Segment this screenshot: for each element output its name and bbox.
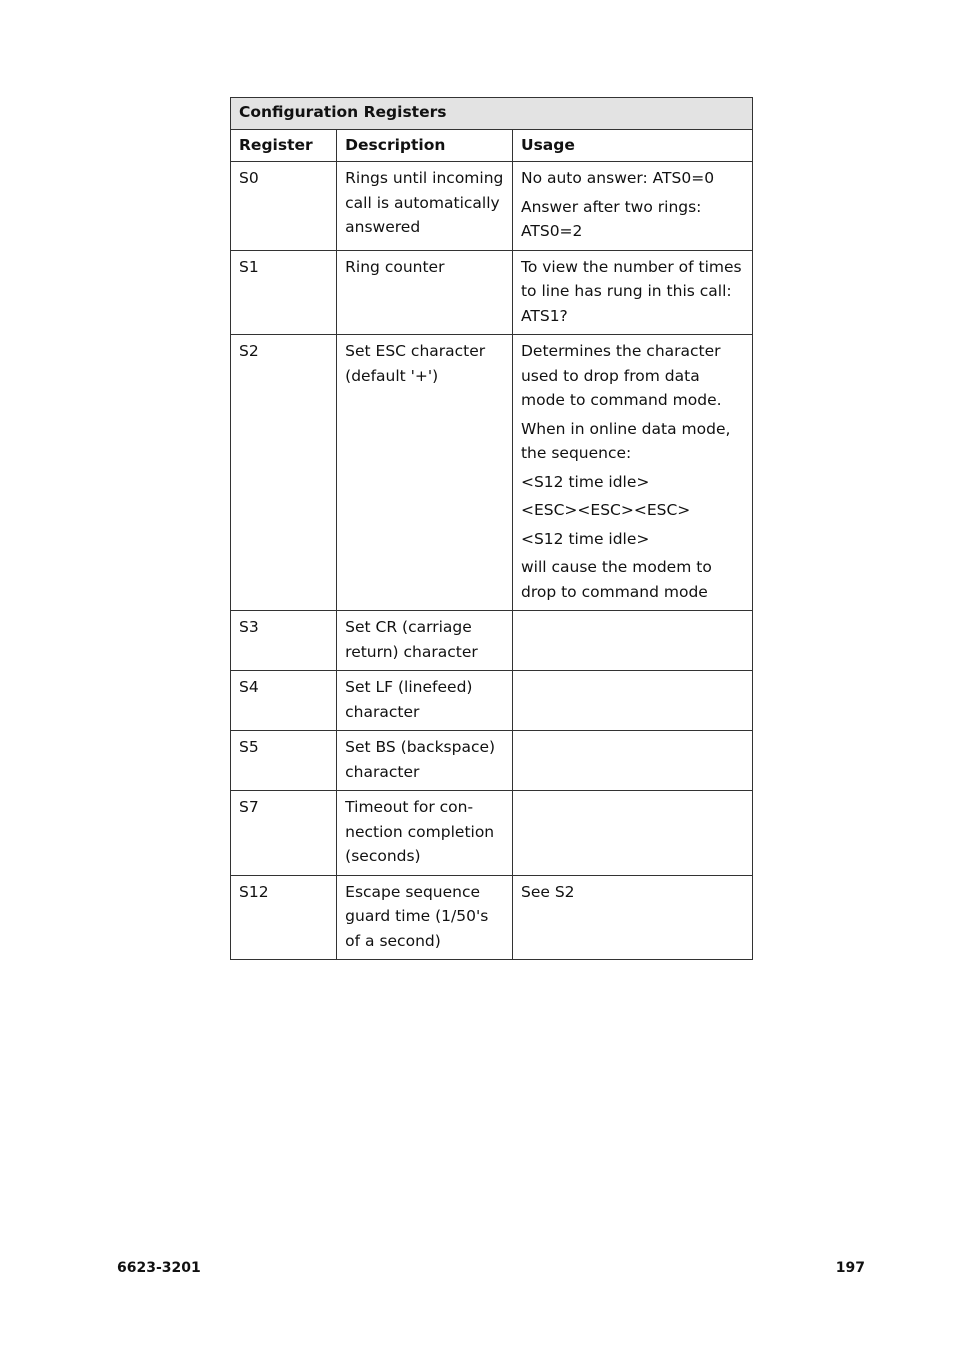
usage-cell — [512, 611, 752, 671]
usage-cell — [512, 250, 752, 335]
usage-line: <S12 time idle> — [520, 472, 650, 491]
usage-cell — [512, 791, 752, 876]
description-cell: Set LF (linefeed) character — [337, 671, 513, 731]
description-cell: Set CR (carriage return) character — [337, 611, 513, 671]
usage-line: Answer after two rings: ATS0=2 — [520, 197, 702, 240]
table-row — [231, 731, 753, 791]
table-row — [231, 671, 753, 731]
usage-line: Determines the character used to drop from data mode to command mode. — [520, 342, 722, 409]
register-cell: S1 — [231, 250, 337, 335]
table-row — [231, 250, 753, 335]
description-cell: Set BS (backspace) character — [337, 731, 513, 791]
description-cell: Escape sequence guard time (1/50's of a second) — [337, 875, 513, 960]
description-cell: Timeout for con-nection completion (seconds) — [337, 791, 513, 876]
table-row — [231, 791, 753, 876]
register-cell: S4 — [231, 671, 337, 731]
usage-line: When in online data mode, the sequence: — [520, 419, 731, 462]
register-cell: S2 — [231, 335, 337, 611]
register-cell: S0 — [231, 162, 337, 251]
usage-line: <S12 time idle> — [520, 529, 650, 548]
usage-cell — [512, 731, 752, 791]
usage-line: See S2 — [520, 882, 575, 901]
description-cell: Set ESC character (default '+') — [337, 335, 513, 611]
column-header-description: Description — [337, 130, 513, 162]
usage-line: <ESC><ESC><ESC> — [520, 501, 691, 519]
table-row — [231, 335, 753, 611]
description-cell: Ring counter — [337, 250, 513, 335]
description-cell: Rings until incoming call is automatically answered — [337, 162, 513, 251]
usage-cell — [512, 335, 752, 611]
column-header-register: Register — [231, 130, 337, 162]
table-row — [231, 875, 753, 960]
usage-line: To view the number of times to line has rung in this call: ATS1? — [520, 257, 742, 325]
configuration-registers-table — [230, 97, 753, 960]
document-number: 6623-3201 — [117, 1260, 201, 1276]
usage-line: No auto answer: ATS0=0 — [520, 169, 715, 187]
usage-cell — [512, 162, 752, 251]
table-row — [231, 162, 753, 251]
usage-cell — [512, 671, 752, 731]
register-cell: S5 — [231, 731, 337, 791]
register-cell: S7 — [231, 791, 337, 876]
usage-cell — [512, 875, 752, 960]
table-title: Configuration Registers — [231, 98, 753, 130]
table-row — [231, 611, 753, 671]
column-header-usage: Usage — [512, 130, 752, 162]
usage-line: will cause the modem to drop to command mode — [520, 558, 712, 601]
register-cell: S3 — [231, 611, 337, 671]
register-cell: S12 — [231, 875, 337, 960]
page-number: 197 — [835, 1260, 865, 1276]
